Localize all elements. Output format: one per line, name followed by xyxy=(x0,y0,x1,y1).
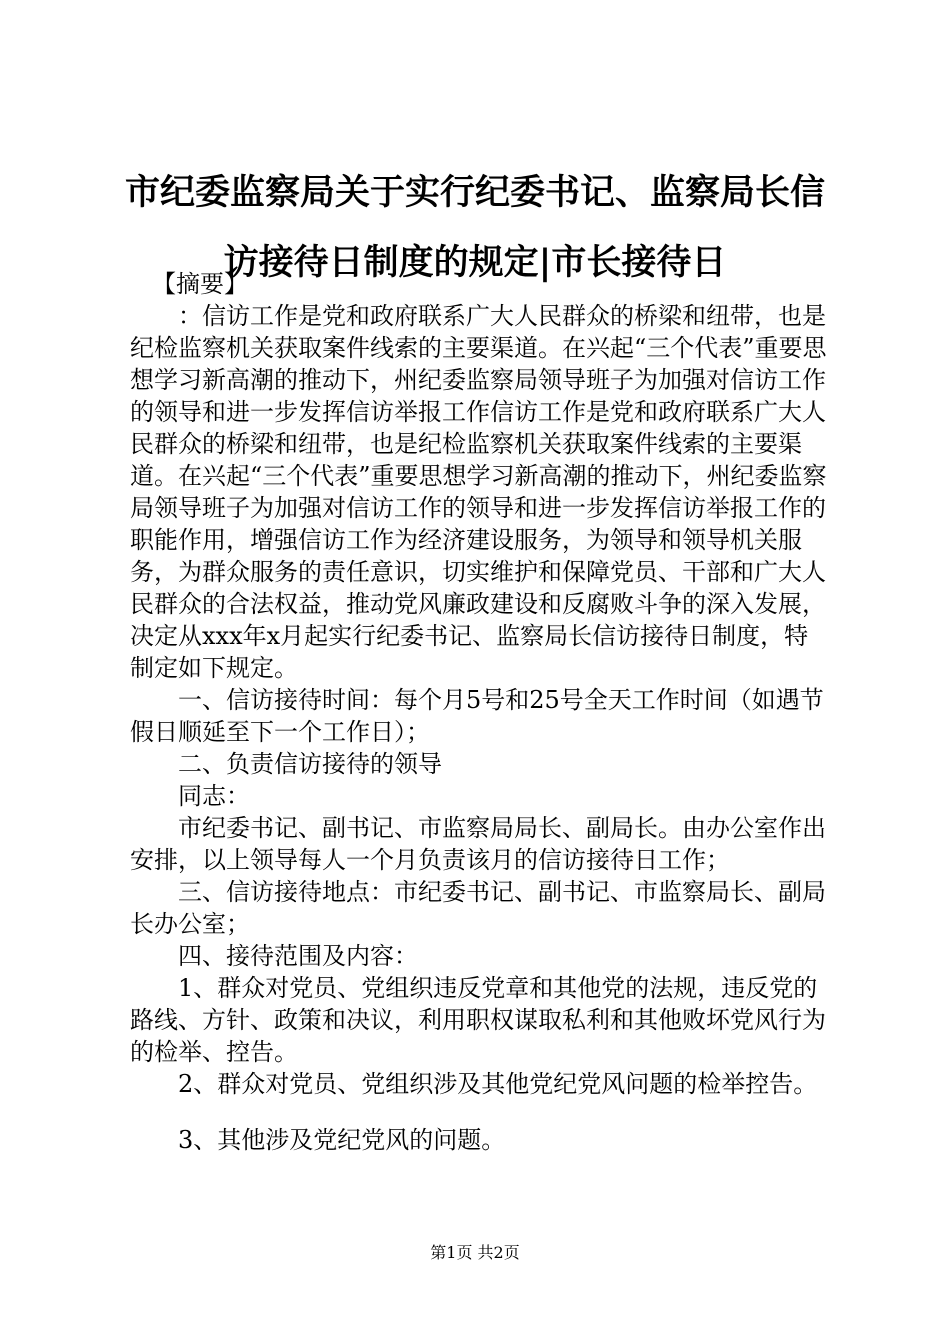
paragraph-comrades: 同志： xyxy=(178,782,250,810)
paragraph-leaders: 市纪委书记、副书记、市监察局局长、副局长。由办公室作出安排，以上领导每人一个月负责该月的信访接待日工作； xyxy=(130,814,826,874)
page-footer: 第1页 共2页 xyxy=(430,1243,520,1262)
paragraph-intro: ：信访工作是党和政府联系广大人民群众的桥梁和纽带，也是纪检监察机关获取案件线索的主要渠道。在兴起“三个代表”重要思想学习新高潮的推动下，州纪委监察局领导班子为加强对信访工作的领导和进一步发挥信访举报工作信访工作是党和政府联系广大人民群众的桥梁和纽带，也是纪检监察机关获取案件线索的主要渠道。在兴起“三个代表”重要思想学习新高潮的推动下，州纪委监察局领导班子为加强对信访工作的领导和进一步发挥信访举报工作的职能作用，增强信访工作为经济建设服务，为领导和领导机关服务，为群众服务的责任意识，切实维护和保障党员、干部和广大人民群众的合法权益，推动党风廉政建设和反腐败斗争的深入发展，决定从xxx年x月起实行纪委书记、监察局长信访接待日制度，特制定如下规定。 xyxy=(130,302,827,682)
title-line-1: 市纪委监察局关于实行纪委书记、监察局长信 xyxy=(124,172,825,213)
paragraph-scope-3: 3、其他涉及党纪党风的问题。 xyxy=(178,1126,506,1154)
abstract-label: 【摘要】 xyxy=(152,270,248,298)
paragraph-scope-1: 1、群众对党员、党组织违反党章和其他党的法规，违反党的路线、方针、政策和决议，利用职权谋取私利和其他败坏党风行为的检举、控告。 xyxy=(130,974,826,1066)
paragraph-location: 三、信访接待地点：市纪委书记、副书记、市监察局长、副局长办公室； xyxy=(130,878,826,938)
title-line-2: 访接待日制度的规定|市长接待日 xyxy=(223,242,727,283)
paragraph-time: 一、信访接待时间：每个月5号和25号全天工作时间（如遇节假日顺延至下一个工作日）； xyxy=(130,686,824,746)
paragraph-scope-2: 2、群众对党员、党组织涉及其他党纪党风问题的检举控告。 xyxy=(178,1070,818,1098)
paragraph-scope-heading: 四、接待范围及内容： xyxy=(178,942,418,970)
paragraph-leaders-heading: 二、负责信访接待的领导 xyxy=(178,750,442,778)
document-body xyxy=(130,268,830,1156)
